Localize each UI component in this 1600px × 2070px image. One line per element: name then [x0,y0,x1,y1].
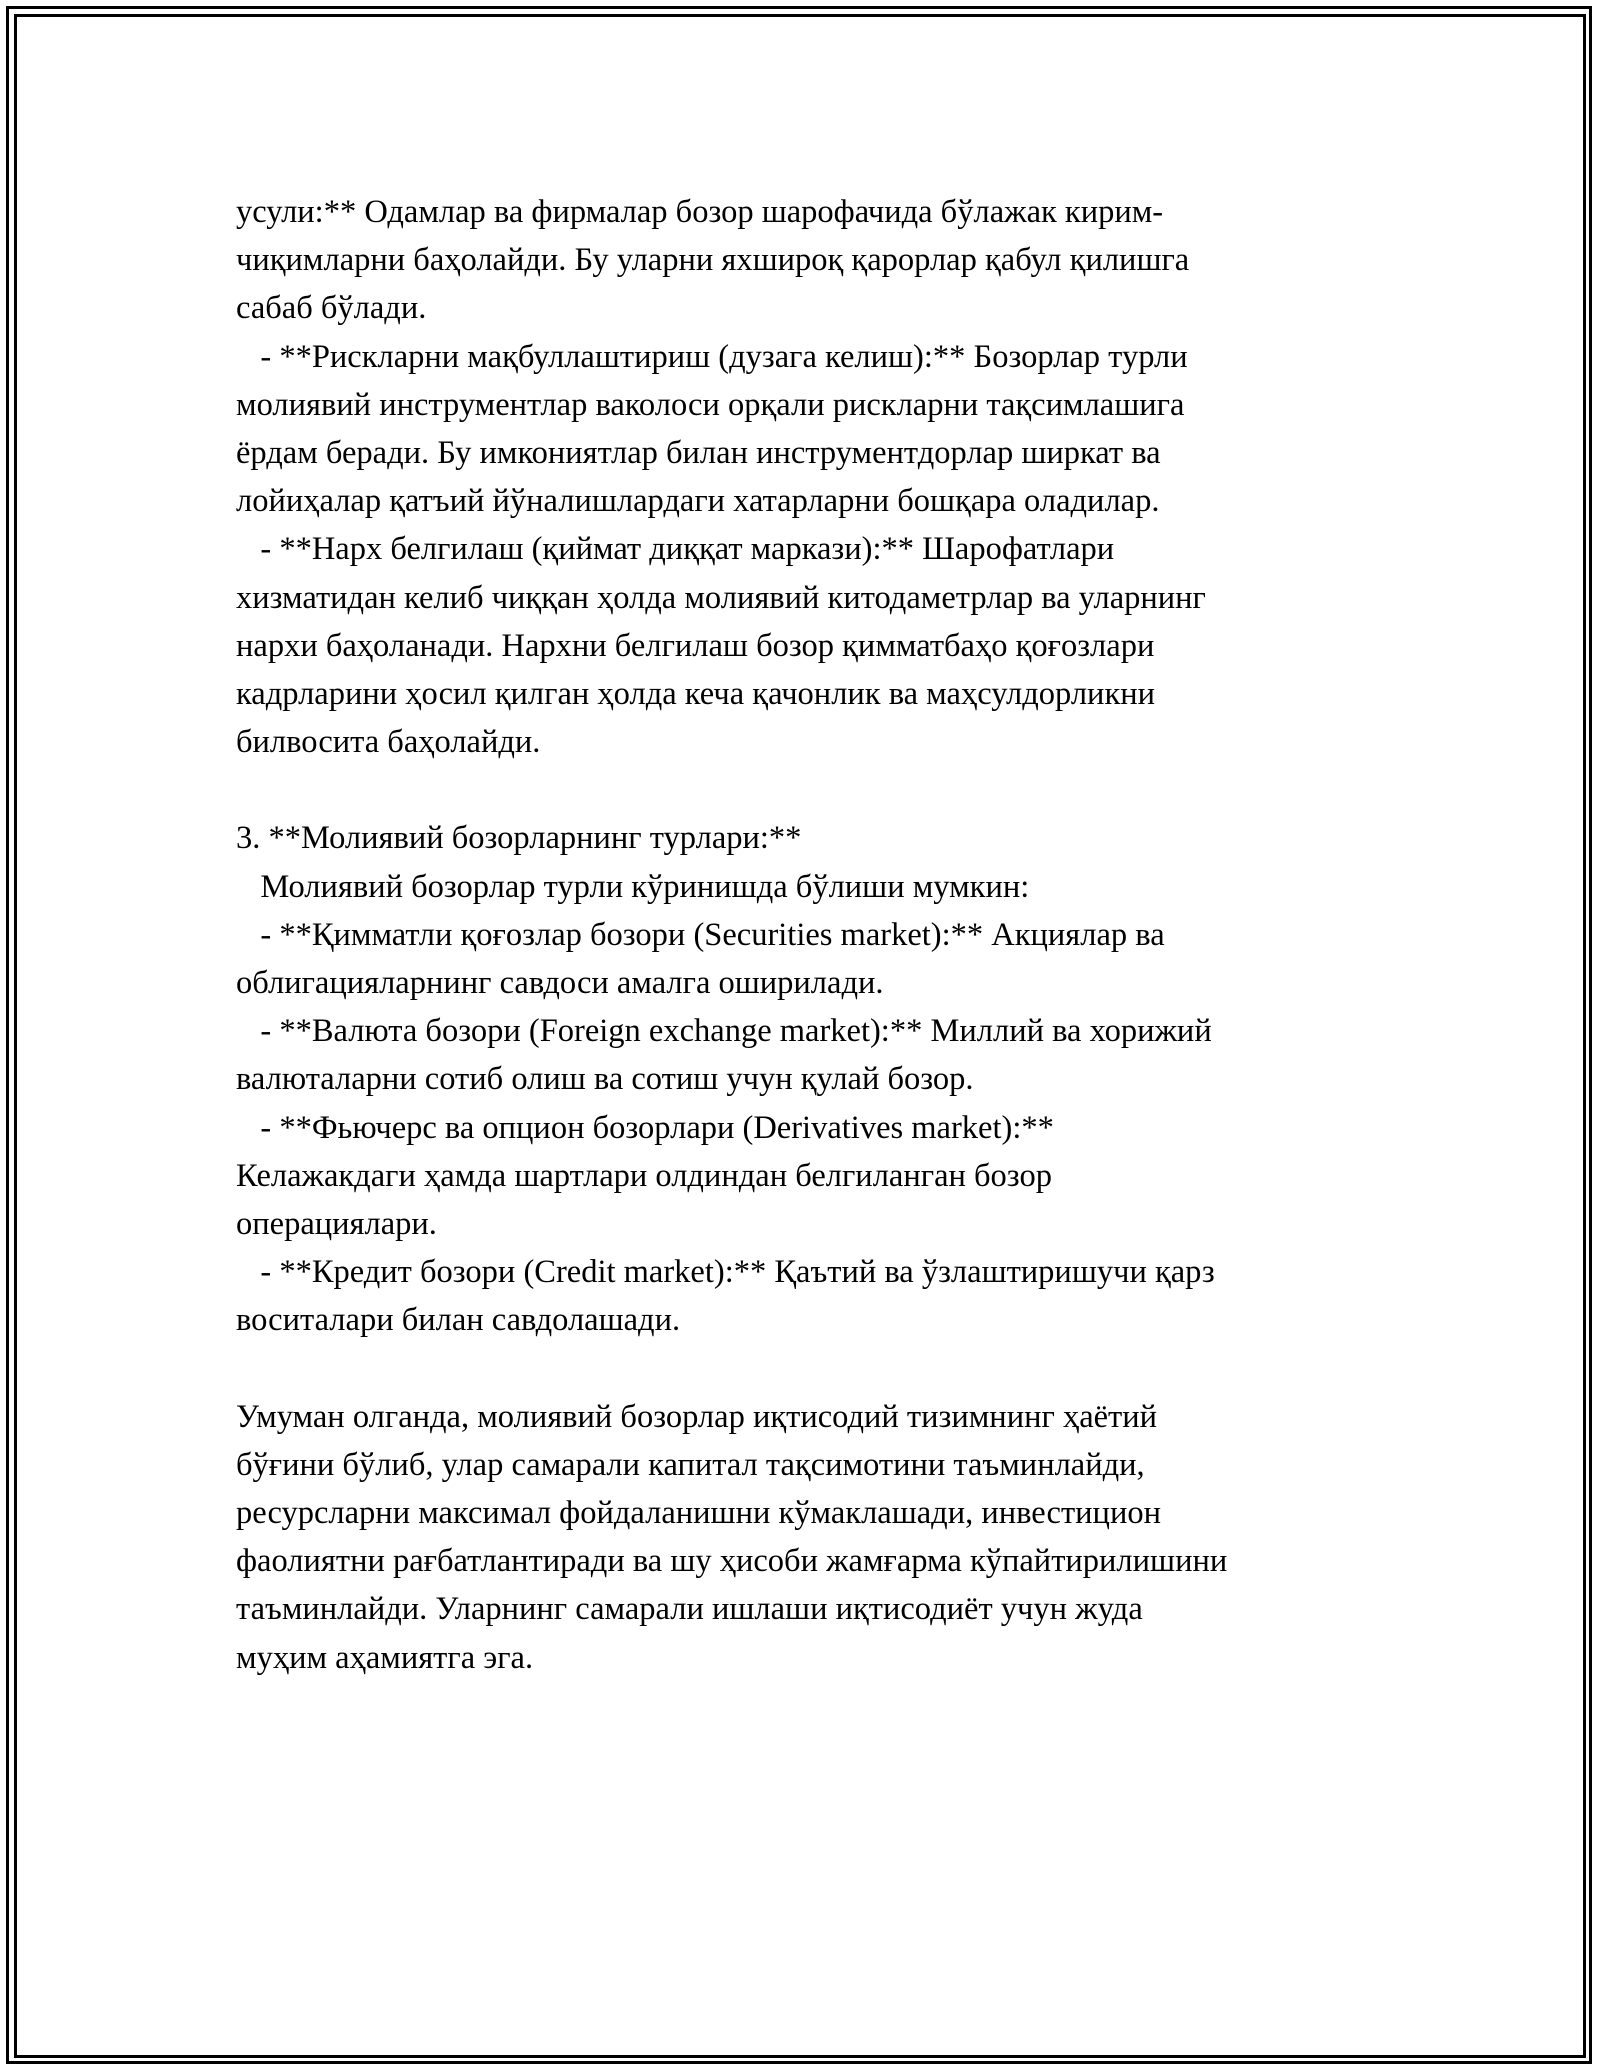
text-line: ресурсларни максимал фойдаланишни кўмаклашади, инвестицион [236,1495,1161,1532]
text-line: сабаб бўлади. [236,290,427,327]
text-line: бўғини бўлиб, улар самарали капитал тақсимотини таъминлайди, [236,1446,1145,1483]
bullet-risk-optimization [236,333,1376,526]
text-line: молиявий инструментлар ваколоси орқали рискларни тақсимлашига [236,386,1185,423]
text-line: Келажакдаги ҳамда шартлари олдиндан белгиланган бозор [236,1157,1052,1194]
text-line: лойиҳалар қатъий йўналишлардаги хатарларни бошқара оладилар. [236,483,1160,520]
text-line: билвосита баҳолайди. [236,724,541,761]
text-line: муҳим аҳамиятга эга. [236,1639,534,1676]
text-line: чиқимларни баҳолайди. Бу уларни яхшироқ қарорлар қабул қилишга [236,242,1190,279]
bullet-derivatives-market [236,1104,1376,1249]
text-line: - **Валюта бозори (Foreign exchange market):** Миллий ва хорижий [236,1013,1212,1050]
text-line: облигацияларнинг савдоси амалга оширилади. [236,965,884,1001]
bullet-securities-market [236,911,1376,1007]
text-line: Умуман олганда, молиявий бозорлар иқтисодий тизимнинг ҳаётий [236,1398,1158,1435]
blank-line [236,1345,1376,1393]
text-line: 3. **Молиявий бозорларнинг турлари:** [236,820,802,857]
text-line: - **Рискларни мақбуллаштириш (дузага келиш):** Бозорлар турли [236,338,1188,375]
section-heading-market-types [236,814,1376,910]
text-line: - **Қимматли қоғозлар бозори (Securities market):** Акциялар ва [236,916,1165,953]
text-line: хизматидан келиб чиққан ҳолда молиявий китодаметрлар ва уларнинг [236,579,1206,616]
text-line: - **Кредит бозори (Credit market):** Қаътий ва ўзлаштиришучи қарз [236,1254,1215,1291]
bullet-credit-market [236,1248,1376,1344]
bullet-price-setting [236,525,1376,766]
bullet-foreign-exchange-market [236,1007,1376,1103]
document-body [236,188,1376,1682]
text-line: Молиявий бозорлар турли кўринишда бўлиши мумкин: [236,868,1030,905]
paragraph-conclusion [236,1393,1376,1682]
text-line: кадрларини ҳосил қилган ҳолда кеча қачонлик ва маҳсулдорликни [236,675,1156,712]
text-line: валюталарни сотиб олиш ва сотиш учун қулай бозор. [236,1061,974,1098]
text-line: воситалари билан савдолашади. [236,1302,681,1339]
text-line: ёрдам беради. Бу имкониятлар билан инструментдорлар ширкат ва [236,434,1161,471]
text-line: таъминлайди. Уларнинг самарали ишлаши иқтисодиёт учун жуда [236,1591,1143,1628]
paragraph-decision-making [236,188,1376,333]
blank-line [236,766,1376,814]
text-line: нархи баҳоланади. Нархни белгилаш бозор қимматбаҳо қоғозлари [236,627,1155,664]
text-line: - **Фьючерс ва опцион бозорлари (Derivatives market):** [236,1109,1054,1146]
text-line: усули:** Одамлар ва фирмалар бозор шарофачида бўлажак кирим- [236,194,1164,230]
text-line: фаолиятни рағбатлантиради ва шу ҳисоби жамғарма кўпайтирилишини [236,1543,1228,1580]
text-line: операциялари. [236,1205,437,1242]
text-line: - **Нарх белгилаш (қиймат диққат маркази):** Шарофатлари [236,531,1115,568]
